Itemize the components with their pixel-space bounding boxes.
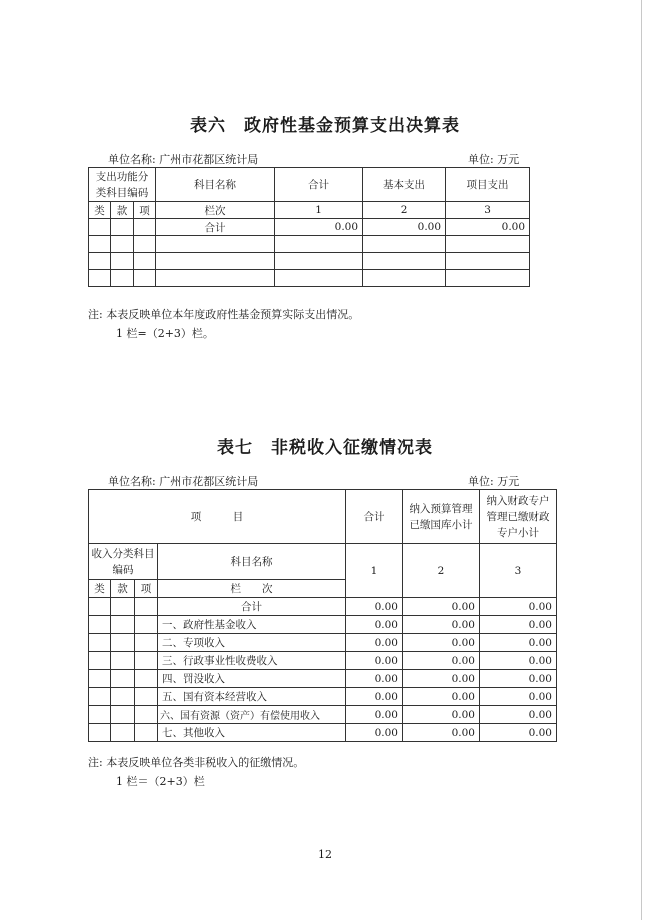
table7-row-value: 0.00 [403,724,480,742]
table7-row-name: 一、政府性基金收入 [158,616,346,634]
table7 [88,489,557,742]
table6-header-total: 合计 [275,168,363,202]
table7-row-value: 0.00 [480,688,557,706]
table-row [89,598,557,616]
table-row [89,270,530,287]
page-number: 12 [318,848,332,861]
table7-row-value: 0.00 [403,688,480,706]
table6-total-value: 0.00 [363,219,446,236]
table6-unit: 单位: 万元 [468,153,520,166]
table6-title: 表六 政府性基金预算支出决算表 [190,116,460,136]
table7-row-value: 0.00 [346,616,403,634]
table7-row-value: 0.00 [403,670,480,688]
table7-header-xiang: 项 [135,580,158,598]
table7-note-formula: 1 栏＝（2+3）栏 [116,775,205,788]
table7-col-2: 2 [403,544,480,598]
table6-total-value: 0.00 [275,219,363,236]
table-row [89,236,530,253]
table7-row-value: 0.00 [403,616,480,634]
table7-row-value: 0.00 [346,688,403,706]
table6 [88,167,530,287]
table-row [89,616,557,634]
table7-row-name: 三、行政事业性收费收入 [158,652,346,670]
table7-unit: 单位: 万元 [468,475,520,488]
table-row [89,688,557,706]
table7-row-name: 二、专项收入 [158,634,346,652]
table-row [89,219,530,236]
table7-header-budget: 纳入预算管理已缴国库小计 [403,490,480,544]
table-row [89,724,557,742]
table7-header-code: 收入分类科目编码 [89,544,158,580]
table7-row-value: 0.00 [480,670,557,688]
table6-col-3: 3 [446,202,530,219]
table6-header-project: 项目支出 [446,168,530,202]
table-row [89,670,557,688]
table7-header-special: 纳入财政专户管理已缴财政专户小计 [480,490,557,544]
table7-row-value: 0.00 [346,724,403,742]
page-edge-line [641,0,642,920]
table6-col-label: 栏次 [156,202,275,219]
table7-header-name: 科目名称 [158,544,346,580]
table7-header-total: 合计 [346,490,403,544]
table7-row-value: 0.00 [403,598,480,616]
table7-row-value: 0.00 [480,634,557,652]
table-row [89,652,557,670]
table7-row-value: 0.00 [403,634,480,652]
table7-row-value: 0.00 [346,706,403,724]
table7-row-value: 0.00 [346,634,403,652]
table6-header-name: 科目名称 [156,168,275,202]
table6-header-kuan: 款 [111,202,134,219]
table7-row-value: 0.00 [480,616,557,634]
table7-row-value: 0.00 [403,652,480,670]
table7-col-label: 栏 次 [158,580,346,598]
table6-total-value: 0.00 [446,219,530,236]
table7-unit-name: 单位名称: 广州市花都区统计局 [108,475,259,488]
table7-row-value: 0.00 [480,724,557,742]
table7-row-name: 七、其他收入 [158,724,346,742]
table7-row-name: 四、罚没收入 [158,670,346,688]
table7-header-kuan: 款 [111,580,135,598]
table7-row-value: 0.00 [346,598,403,616]
table7-row-name: 六、国有资源（资产）有偿使用收入 [158,706,346,724]
table7-header-item: 项 目 [89,490,346,544]
table7-row-value: 0.00 [403,706,480,724]
table7-col-3: 3 [480,544,557,598]
table6-header-code: 支出功能分类科目编码 [89,168,156,202]
table6-note: 注: 本表反映单位本年度政府性基金预算实际支出情况。 [88,308,360,321]
table7-note: 注: 本表反映单位各类非税收入的征缴情况。 [88,756,305,769]
table6-header-xiang: 项 [134,202,156,219]
table6-col-1: 1 [275,202,363,219]
table6-header-lei: 类 [89,202,111,219]
table-row [89,634,557,652]
table7-row-value: 0.00 [480,706,557,724]
table6-col-2: 2 [363,202,446,219]
table7-row-name: 合计 [158,598,346,616]
table6-note-formula: 1 栏=（2+3）栏。 [116,327,214,340]
table7-col-1: 1 [346,544,403,598]
table-row [89,253,530,270]
table7-header-lei: 类 [89,580,111,598]
table7-row-name: 五、国有资本经营收入 [158,688,346,706]
table-row [89,706,557,724]
table7-row-value: 0.00 [480,652,557,670]
table6-unit-name: 单位名称: 广州市花都区统计局 [108,153,259,166]
table7-row-value: 0.00 [480,598,557,616]
table6-header-basic: 基本支出 [363,168,446,202]
table7-title: 表七 非税收入征缴情况表 [217,438,433,458]
table7-row-value: 0.00 [346,652,403,670]
table7-row-value: 0.00 [346,670,403,688]
table6-total-label: 合计 [156,219,275,236]
